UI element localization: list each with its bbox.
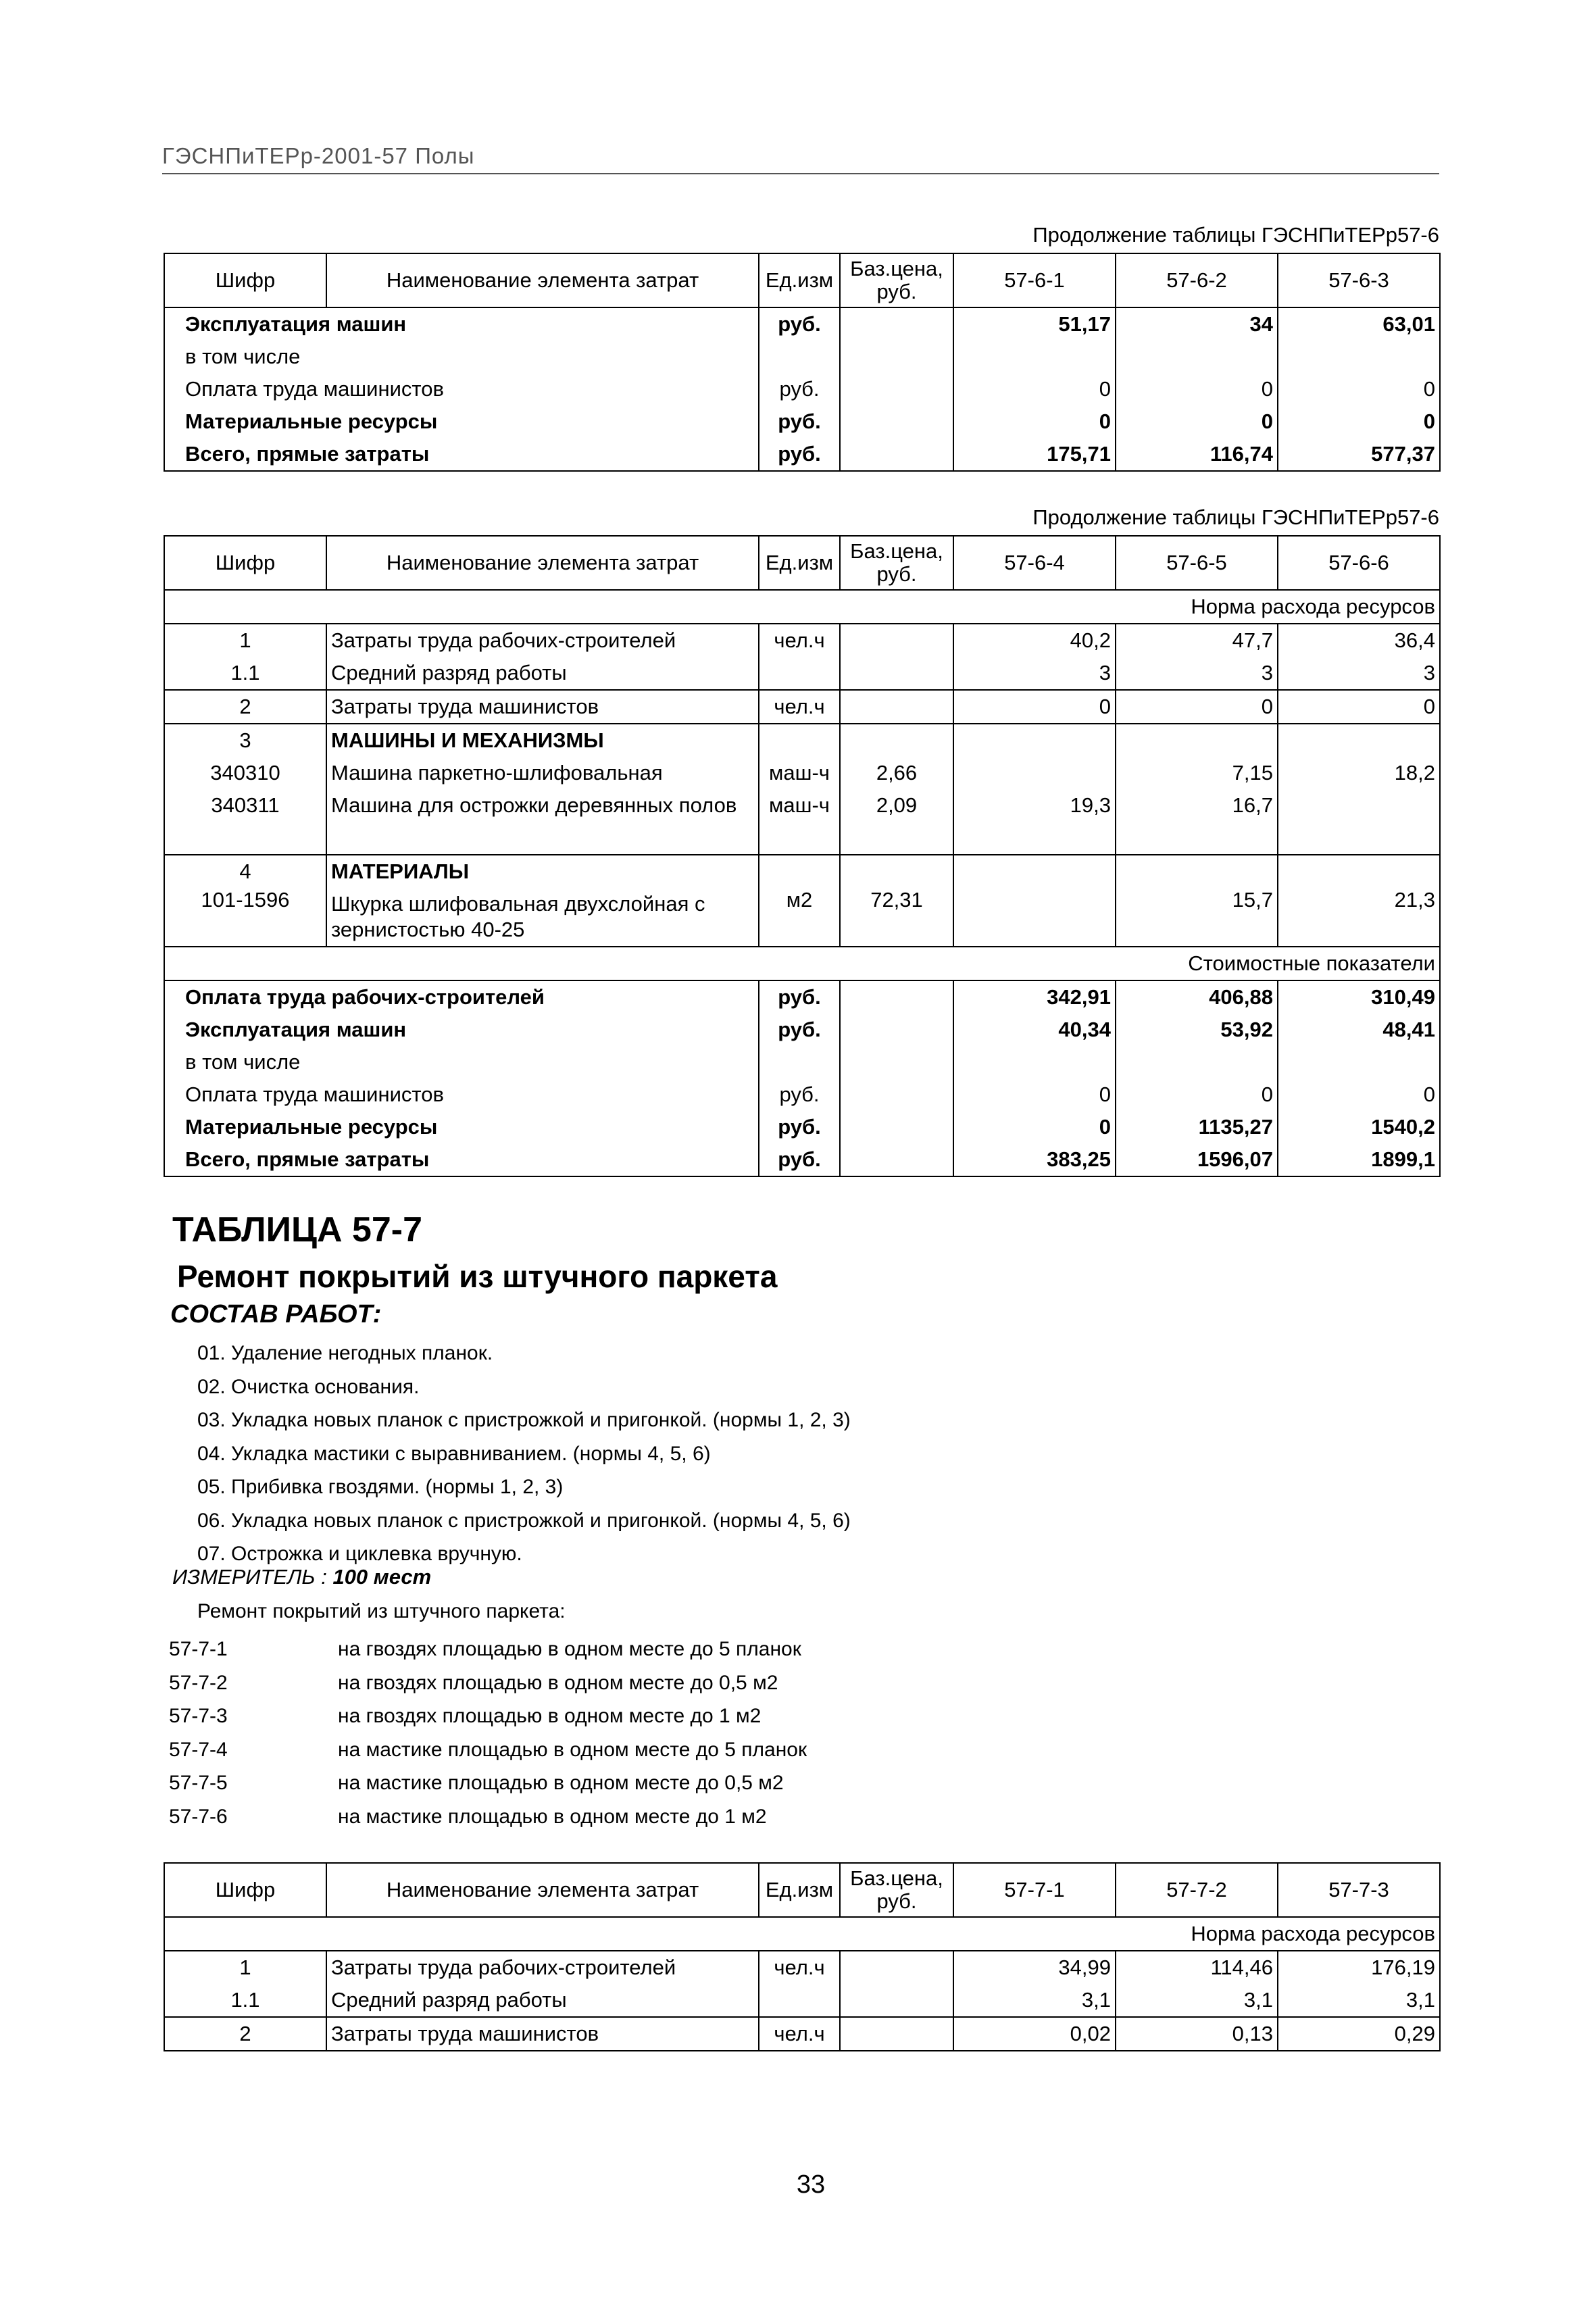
row-value: [1278, 341, 1440, 373]
section-row: [164, 590, 1440, 624]
row-value: 40,2: [953, 624, 1116, 657]
row-value: 3: [1278, 657, 1440, 690]
row-value: 310,49: [1278, 980, 1440, 1014]
section-subtitle: Ремонт покрытий из штучного паркета: [177, 1259, 778, 1294]
row-unit: руб.: [759, 307, 840, 341]
row-value: 0: [1116, 1078, 1278, 1111]
row-value: 1899,1: [1278, 1143, 1440, 1176]
norma-label: Норма расхода ресурсов: [164, 590, 1440, 624]
row-code: 1: [164, 624, 326, 657]
row-value: [1278, 724, 1440, 757]
row-unit: чел.ч: [759, 1951, 840, 1984]
row-unit: маш-ч: [759, 757, 840, 789]
resource-table-57-7: [164, 1862, 1441, 2051]
row-value: [1278, 855, 1440, 888]
row-value: 34: [1116, 307, 1278, 341]
row-value: 406,88: [1116, 980, 1278, 1014]
row-value: 19,3: [953, 789, 1116, 822]
row-value: 3,1: [953, 1984, 1116, 2017]
row-value: 0: [1116, 373, 1278, 405]
row-price: [840, 373, 953, 405]
measure-label: ИЗМЕРИТЕЛЬ :: [172, 1565, 327, 1589]
row-value: 0,02: [953, 2017, 1116, 2051]
row-unit: [759, 855, 840, 888]
row-name: в том числе: [164, 341, 759, 373]
page-number: 33: [796, 2170, 826, 2199]
list-item: [169, 1733, 807, 1767]
row-value: 36,4: [1278, 624, 1440, 657]
col-header: Ед.изм: [759, 1863, 840, 1917]
row-unit: чел.ч: [759, 2017, 840, 2051]
row-value: 3,1: [1116, 1984, 1278, 2017]
row-price: [840, 1046, 953, 1078]
row-unit: [759, 1984, 840, 2017]
sostav-heading: СОСТАВ РАБОТ:: [170, 1300, 382, 1328]
table-row: [164, 1951, 1440, 1984]
row-name: Материальные ресурсы: [164, 405, 759, 438]
row-price: [840, 1143, 953, 1176]
row-value: 0: [1278, 373, 1440, 405]
row-value: [953, 341, 1116, 373]
resource-table-57-6-2: [164, 535, 1441, 1177]
row-name: Эксплуатация машин: [164, 307, 759, 341]
col-header: Наименование элемента затрат: [326, 253, 759, 307]
row-price: [840, 657, 953, 690]
row-name: Оплата труда машинистов: [164, 1078, 759, 1111]
row-value: [953, 855, 1116, 888]
row-value: 7,15: [1116, 757, 1278, 789]
table-header-row: [164, 253, 1440, 307]
row-price: [840, 438, 953, 471]
row-name: Оплата труда машинистов: [164, 373, 759, 405]
norm-text: на гвоздях площадью в одном месте до 5 планок: [338, 1638, 801, 1660]
table-row: [164, 724, 1440, 757]
row-value: 383,25: [953, 1143, 1116, 1176]
row-name: Машина для острожки деревянных полов: [326, 789, 759, 822]
work-item: 06. Укладка новых планок с пристрожкой и пригонкой. (нормы 4, 5, 6): [197, 1509, 851, 1532]
norm-text: на мастике площадью в одном месте до 0,5 м2: [338, 1772, 784, 1794]
row-value: 16,7: [1116, 789, 1278, 822]
measure-unit: [172, 1565, 431, 1589]
row-price: [840, 724, 953, 757]
row-value: 15,7: [1116, 888, 1278, 947]
row-price: [840, 855, 953, 888]
col-header: Баз.цена, руб.: [840, 536, 953, 590]
col-header: 57-7-3: [1278, 1863, 1440, 1917]
table-row: [164, 373, 1440, 405]
table-row: [164, 438, 1440, 471]
list-item: [169, 1633, 807, 1666]
table-row: [164, 1143, 1440, 1176]
section-row: [164, 947, 1440, 980]
measure-value: 100 мест: [332, 1565, 432, 1589]
row-value: 3: [1116, 657, 1278, 690]
row-value: 63,01: [1278, 307, 1440, 341]
norma-label: Норма расхода ресурсов: [164, 1917, 1440, 1951]
norm-code: 57-7-4: [169, 1738, 228, 1761]
row-name: Всего, прямые затраты: [164, 438, 759, 471]
row-value: [1116, 341, 1278, 373]
table-row: [164, 1984, 1440, 2017]
work-item: 01. Удаление негодных планок.: [197, 1342, 493, 1364]
row-value: 175,71: [953, 438, 1116, 471]
row-value: 0: [953, 690, 1116, 724]
table-row: [164, 1111, 1440, 1143]
section-row: [164, 1917, 1440, 1951]
row-name: Затраты труда машинистов: [326, 690, 759, 724]
row-code: 2: [164, 690, 326, 724]
row-price: [840, 2017, 953, 2051]
norm-code: 57-7-2: [169, 1671, 228, 1694]
row-unit: руб.: [759, 1143, 840, 1176]
col-header: Шифр: [164, 1863, 326, 1917]
row-unit: [759, 724, 840, 757]
row-name: Средний разряд работы: [326, 1984, 759, 2017]
row-value: 0: [953, 373, 1116, 405]
row-name: Затраты труда рабочих-строителей: [326, 624, 759, 657]
row-unit: [759, 1046, 840, 1078]
table-row: [164, 657, 1440, 690]
row-name: Всего, прямые затраты: [164, 1143, 759, 1176]
section-title: ТАБЛИЦА 57-7: [172, 1210, 423, 1249]
norm-code: 57-7-3: [169, 1705, 228, 1727]
table-row: [164, 888, 1440, 947]
work-item: 02. Очистка основания.: [197, 1375, 420, 1398]
row-value: [953, 757, 1116, 789]
list-item: [169, 1699, 807, 1733]
row-price: [840, 690, 953, 724]
list-item: [169, 1800, 807, 1834]
row-price: [840, 307, 953, 341]
row-unit: руб.: [759, 1014, 840, 1046]
row-code: 340311: [164, 789, 326, 822]
col-header: Ед.изм: [759, 536, 840, 590]
col-header: 57-7-2: [1116, 1863, 1278, 1917]
row-price: [840, 1984, 953, 2017]
col-header: 57-7-1: [953, 1863, 1116, 1917]
table-row: [164, 855, 1440, 888]
row-name: Затраты труда машинистов: [326, 2017, 759, 2051]
list-item: [169, 1666, 807, 1700]
row-unit: [759, 341, 840, 373]
table-row: [164, 1014, 1440, 1046]
col-header: Шифр: [164, 536, 326, 590]
norm-text: на гвоздях площадью в одном месте до 0,5 м2: [338, 1671, 778, 1694]
col-header: 57-6-3: [1278, 253, 1440, 307]
remont-heading: Ремонт покрытий из штучного паркета:: [197, 1600, 566, 1622]
row-unit: руб.: [759, 1111, 840, 1143]
row-value: 1135,27: [1116, 1111, 1278, 1143]
table-header-row: [164, 536, 1440, 590]
row-value: 3: [953, 657, 1116, 690]
col-header: Шифр: [164, 253, 326, 307]
row-name: МАШИНЫ И МЕХАНИЗМЫ: [326, 724, 759, 757]
col-header: 57-6-5: [1116, 536, 1278, 590]
norm-text: на гвоздях площадью в одном месте до 1 м2: [338, 1705, 762, 1727]
spacer-row: [164, 822, 1440, 855]
table-row: [164, 307, 1440, 341]
table-row: [164, 2017, 1440, 2051]
row-value: 0: [1278, 1078, 1440, 1111]
cost-table-57-6-1: [164, 253, 1441, 472]
row-name: в том числе: [164, 1046, 759, 1078]
norm-code: 57-7-6: [169, 1805, 228, 1828]
row-code: 1: [164, 1951, 326, 1984]
row-price: [840, 1951, 953, 1984]
col-header: 57-6-1: [953, 253, 1116, 307]
row-name: Шкурка шлифовальная двухслойная с зернистостью 40-25: [326, 888, 759, 947]
row-value: [1278, 1046, 1440, 1078]
col-header: 57-6-6: [1278, 536, 1440, 590]
table-row: [164, 1078, 1440, 1111]
norm-codes-list: [169, 1633, 807, 1833]
row-value: 116,74: [1116, 438, 1278, 471]
col-header: Баз.цена, руб.: [840, 253, 953, 307]
row-unit: чел.ч: [759, 690, 840, 724]
col-header: Ед.изм: [759, 253, 840, 307]
norm-text: на мастике площадью в одном месте до 1 м2: [338, 1805, 767, 1828]
table-row: [164, 980, 1440, 1014]
row-value: 114,46: [1116, 1951, 1278, 1984]
row-value: [1116, 855, 1278, 888]
running-header: ГЭСНПиТЕРр-2001-57 Полы: [162, 143, 1439, 174]
row-value: 0: [1116, 405, 1278, 438]
table-caption: Продолжение таблицы ГЭСНПиТЕРр57-6: [1032, 505, 1439, 529]
row-value: 342,91: [953, 980, 1116, 1014]
row-value: 176,19: [1278, 1951, 1440, 1984]
row-price: 72,31: [840, 888, 953, 947]
row-value: 0: [953, 405, 1116, 438]
table-caption: Продолжение таблицы ГЭСНПиТЕРр57-6: [1032, 223, 1439, 247]
row-unit: руб.: [759, 1078, 840, 1111]
row-unit: [759, 657, 840, 690]
row-price: [840, 624, 953, 657]
row-value: 0: [953, 1078, 1116, 1111]
row-price: [840, 980, 953, 1014]
row-unit: руб.: [759, 373, 840, 405]
norm-code: 57-7-5: [169, 1772, 228, 1794]
table-row: [164, 624, 1440, 657]
row-value: 0: [1116, 690, 1278, 724]
row-code: 1.1: [164, 1984, 326, 2017]
row-value: 0: [1278, 405, 1440, 438]
row-value: 34,99: [953, 1951, 1116, 1984]
norm-text: на мастике площадью в одном месте до 5 планок: [338, 1738, 807, 1761]
row-value: [1116, 1046, 1278, 1078]
table-row: [164, 757, 1440, 789]
row-value: 3,1: [1278, 1984, 1440, 2017]
row-price: [840, 1111, 953, 1143]
col-header: 57-6-2: [1116, 253, 1278, 307]
row-code: 3: [164, 724, 326, 757]
row-price: [840, 1014, 953, 1046]
row-name: Машина паркетно-шлифовальная: [326, 757, 759, 789]
row-unit: руб.: [759, 980, 840, 1014]
row-code: 4: [164, 855, 326, 888]
row-name: Оплата труда рабочих-строителей: [164, 980, 759, 1014]
row-value: 0: [1278, 690, 1440, 724]
row-value: 51,17: [953, 307, 1116, 341]
row-value: 18,2: [1278, 757, 1440, 789]
row-code: 2: [164, 2017, 326, 2051]
row-unit: чел.ч: [759, 624, 840, 657]
row-code: 1.1: [164, 657, 326, 690]
col-header: Наименование элемента затрат: [326, 1863, 759, 1917]
row-price: [840, 1078, 953, 1111]
row-price: [840, 405, 953, 438]
row-name: Затраты труда рабочих-строителей: [326, 1951, 759, 1984]
works-list: [197, 1337, 851, 1571]
row-name: МАТЕРИАЛЫ: [326, 855, 759, 888]
col-header: Наименование элемента затрат: [326, 536, 759, 590]
row-value: [1116, 724, 1278, 757]
row-unit: руб.: [759, 405, 840, 438]
row-value: 1596,07: [1116, 1143, 1278, 1176]
table-row: [164, 789, 1440, 822]
stoim-label: Стоимостные показатели: [164, 947, 1440, 980]
row-price: [840, 341, 953, 373]
row-value: 1540,2: [1278, 1111, 1440, 1143]
work-item: 03. Укладка новых планок с пристрожкой и пригонкой. (нормы 1, 2, 3): [197, 1409, 851, 1431]
row-name: Средний разряд работы: [326, 657, 759, 690]
row-unit: маш-ч: [759, 789, 840, 822]
row-code: 101-1596: [164, 888, 326, 947]
table-row: [164, 341, 1440, 373]
row-price: 2,09: [840, 789, 953, 822]
row-price: 2,66: [840, 757, 953, 789]
table-header-row: [164, 1863, 1440, 1917]
table-row: [164, 405, 1440, 438]
col-header: 57-6-4: [953, 536, 1116, 590]
row-code: 340310: [164, 757, 326, 789]
row-value: 21,3: [1278, 888, 1440, 947]
row-value: 47,7: [1116, 624, 1278, 657]
row-unit: руб.: [759, 438, 840, 471]
list-item: [169, 1766, 807, 1800]
row-value: [953, 724, 1116, 757]
row-value: 577,37: [1278, 438, 1440, 471]
work-item: 05. Прибивка гвоздями. (нормы 1, 2, 3): [197, 1476, 564, 1498]
row-value: 0,13: [1116, 2017, 1278, 2051]
row-name: Эксплуатация машин: [164, 1014, 759, 1046]
table-row: [164, 690, 1440, 724]
row-value: 48,41: [1278, 1014, 1440, 1046]
row-name: Материальные ресурсы: [164, 1111, 759, 1143]
row-value: 40,34: [953, 1014, 1116, 1046]
work-item: 07. Острожка и циклевка вручную.: [197, 1543, 522, 1565]
row-value: [953, 888, 1116, 947]
work-item: 04. Укладка мастики с выравниванием. (нормы 4, 5, 6): [197, 1442, 711, 1465]
row-value: [953, 1046, 1116, 1078]
row-value: [1278, 789, 1440, 822]
norm-code: 57-7-1: [169, 1638, 228, 1660]
row-value: 0,29: [1278, 2017, 1440, 2051]
row-unit: м2: [759, 888, 840, 947]
row-value: 53,92: [1116, 1014, 1278, 1046]
table-row: [164, 1046, 1440, 1078]
col-header: Баз.цена, руб.: [840, 1863, 953, 1917]
row-value: 0: [953, 1111, 1116, 1143]
